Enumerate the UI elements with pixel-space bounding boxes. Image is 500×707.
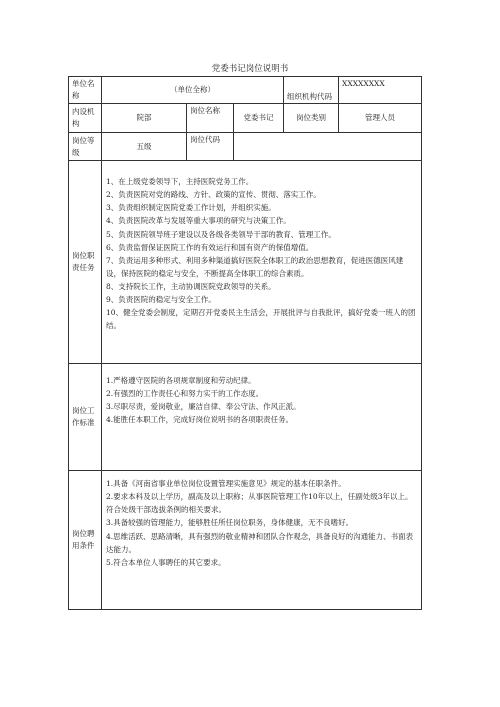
dept-label: 内设机构 [69, 104, 102, 133]
list-item: 5.符合本单位人事聘任的其它要求。 [106, 557, 226, 567]
org-code-value: XXXXXXXX [339, 77, 422, 104]
standards-list [102, 364, 422, 471]
list-item: 1.具备《河南省事业单位岗位设置管理实施意见》规定的基本任职条件。 [106, 479, 346, 488]
list-item: 2、负责医院对党的路线、方针、政策的宣传、贯彻、落实工作。 [106, 190, 321, 200]
list-item: 2.要求本科及以上学历，副高及以上职称；从事医院管理工作10年以上，任副处级3年以上。符合处级干部选拔条例的相关要求。 [106, 492, 413, 515]
post-code-value [234, 133, 422, 161]
unit-name-value: （单位全称） [102, 77, 284, 104]
list-item: 3.具备较强的管理能力，能够胜任所任岗位职务，身体健康，无不良嗜好。 [106, 518, 354, 528]
unit-name-label: 单位名称 [69, 77, 102, 104]
job-description-table [68, 76, 422, 610]
list-item: 2.有强烈的工作责任心和努力实干的工作态度。 [106, 389, 264, 399]
list-item: 4、负责医院改革与发展等重大事项的研究与决策工作。 [106, 216, 291, 226]
post-type-value: 管理人员 [339, 104, 422, 133]
list-item: 4.思维活跃、思路清晰，具有强烈的敬业精神和团队合作观念，具备良好的沟通能力、书面表达能力。 [106, 531, 414, 554]
conditions-label: 岗位聘用条件 [69, 471, 102, 610]
standards-label: 岗位工作标准 [69, 364, 102, 471]
list-item: 7、负责运用多种形式、利用多种渠道搞好医院全体职工的政治思想教育，促进医德医风建设，保持医院的稳定与安全，不断提高全体职工的综合素质。 [106, 255, 404, 278]
dept-value: 院部 [102, 104, 187, 133]
list-item: 1、在上级党委领导下，主持医院党务工作。 [106, 177, 254, 186]
post-code-label: 岗位代码 [187, 133, 234, 161]
org-code-label: 组织机构代码 [284, 77, 339, 104]
grade-value: 五级 [102, 133, 187, 161]
list-item: 6、负责监督保证医院工作的有效运行和国有资产的保值增值。 [106, 242, 314, 252]
list-item: 8、支持院长工作，主动协调医院党政领导的关系。 [106, 282, 276, 291]
list-item: 10、健全党委会制度，定期召开党委民主生活会，开展批评与自我批评，搞好党委一班人的团结。 [106, 308, 416, 331]
post-name-label: 岗位名称 [187, 104, 234, 133]
post-name-value: 党委书记 [234, 104, 284, 133]
list-item: 9、负责医院的稳定与安全工作。 [106, 295, 216, 305]
list-item: 3.尽职尽责，爱岗敬业，廉洁自律、奉公守法、作风正派。 [106, 402, 301, 412]
list-item: 1.严格遵守医院的各项规章制度和劳动纪律。 [106, 376, 256, 385]
list-item: 5、负责医院领导班子建设以及各级各类领导干部的教育、管理工作。 [106, 229, 336, 239]
post-type-label: 岗位类别 [284, 104, 339, 133]
list-item: 3、负责组织制定医院党委工作计划，并组织实施。 [106, 203, 276, 213]
document-title: 党委书记岗位说明书 [211, 64, 289, 74]
list-item: 4.能胜任本职工作，完成好岗位说明书的各项职责任务。 [106, 415, 294, 425]
conditions-list [102, 471, 422, 610]
duties-list [102, 161, 422, 364]
duties-label: 岗位职责任务 [69, 161, 102, 364]
grade-label: 岗位等级 [69, 133, 102, 161]
